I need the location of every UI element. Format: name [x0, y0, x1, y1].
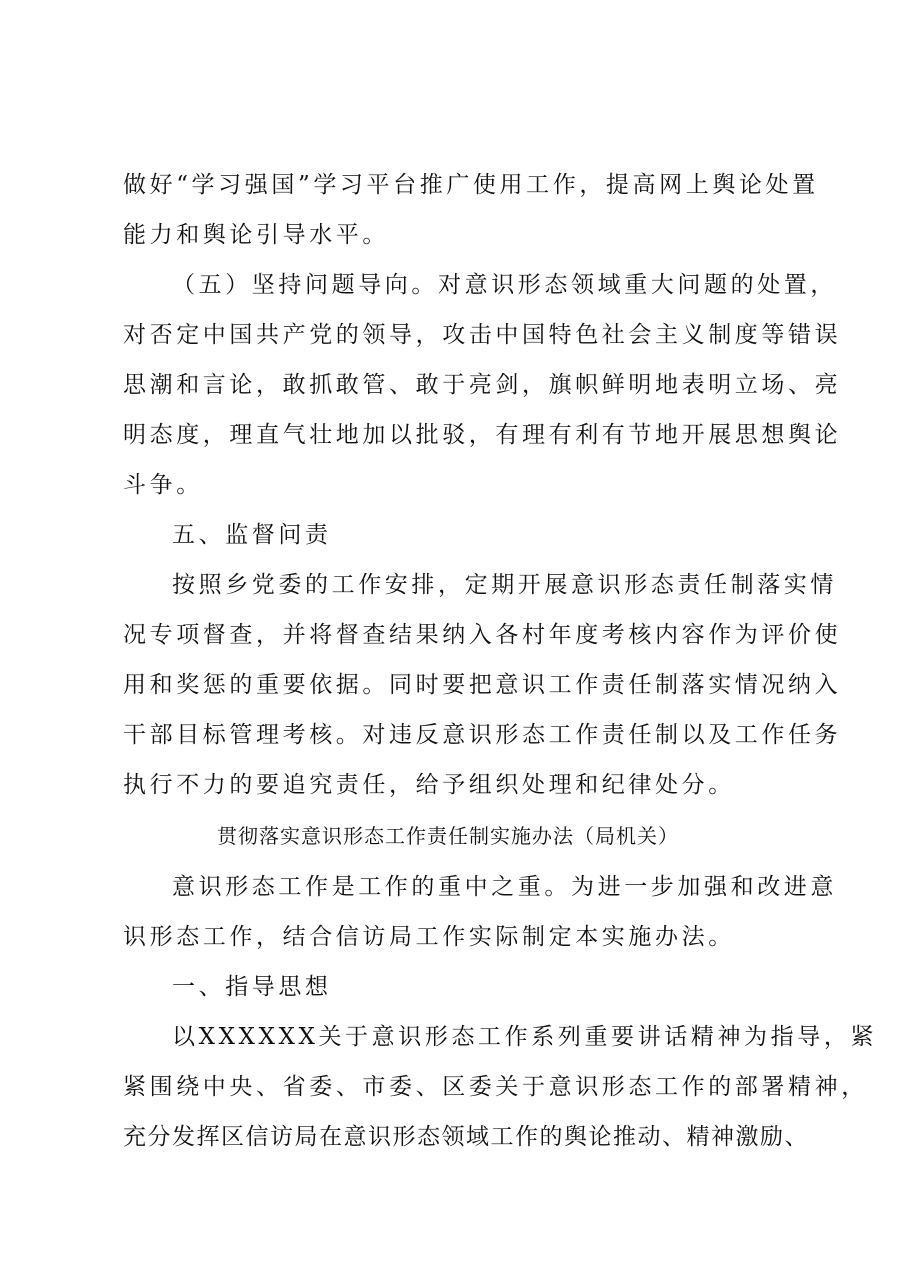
body-line: 斗争。: [123, 472, 203, 498]
body-line: 能力和舆论引导水平。: [123, 222, 389, 248]
body-line: 干部目标管理考核。对违反意识形态工作责任制以及工作任务: [123, 722, 842, 748]
body-line: 按照乡党委的工作安排，定期开展意识形态责任制落实情: [172, 572, 837, 598]
body-line: 况专项督查，并将督查结果纳入各村年度考核内容作为评价使: [123, 622, 842, 648]
body-line: 思潮和言论，敢抓敢管、敢于亮剑，旗帜鲜明地表明立场、亮: [123, 372, 842, 398]
body-line: 以XXXXXX关于意识形态工作系列重要讲话精神为指导，紧: [172, 1024, 878, 1050]
body-line: 执行不力的要追究责任，给予组织处理和纪律处分。: [123, 772, 735, 798]
body-line: 充分发挥区信访局在意识形态领域工作的舆论推动、精神激励、: [123, 1124, 809, 1150]
body-line: 对否定中国共产党的领导，攻击中国特色社会主义制度等错误: [123, 322, 842, 348]
body-line: 做好“学习强国”学习平台推广使用工作，提高网上舆论处置: [123, 172, 819, 198]
document-title: 贯彻落实意识形态工作责任制实施办法（局机关）: [217, 824, 679, 848]
body-line: 意识形态工作是工作的重中之重。为进一步加强和改进意: [172, 874, 837, 900]
section-heading-5: （五）坚持问题导向。对意识形态领域重大问题的处置，: [172, 272, 837, 298]
body-line: 识形态工作，结合信访局工作实际制定本实施办法。: [123, 924, 735, 950]
body-line: 明态度，理直气壮地加以批驳，有理有利有节地开展思想舆论: [123, 422, 842, 448]
body-line: 紧围绕中央、省委、市委、区委关于意识形态工作的部署精神，: [123, 1074, 868, 1100]
document-body: [123, 160, 878, 1162]
section-heading-guiding-ideology: 一、指导思想: [172, 974, 332, 1000]
section-heading-supervision: 五、监督问责: [172, 522, 332, 548]
body-line: 用和奖惩的重要依据。同时要把意识工作责任制落实情况纳入: [123, 672, 842, 698]
